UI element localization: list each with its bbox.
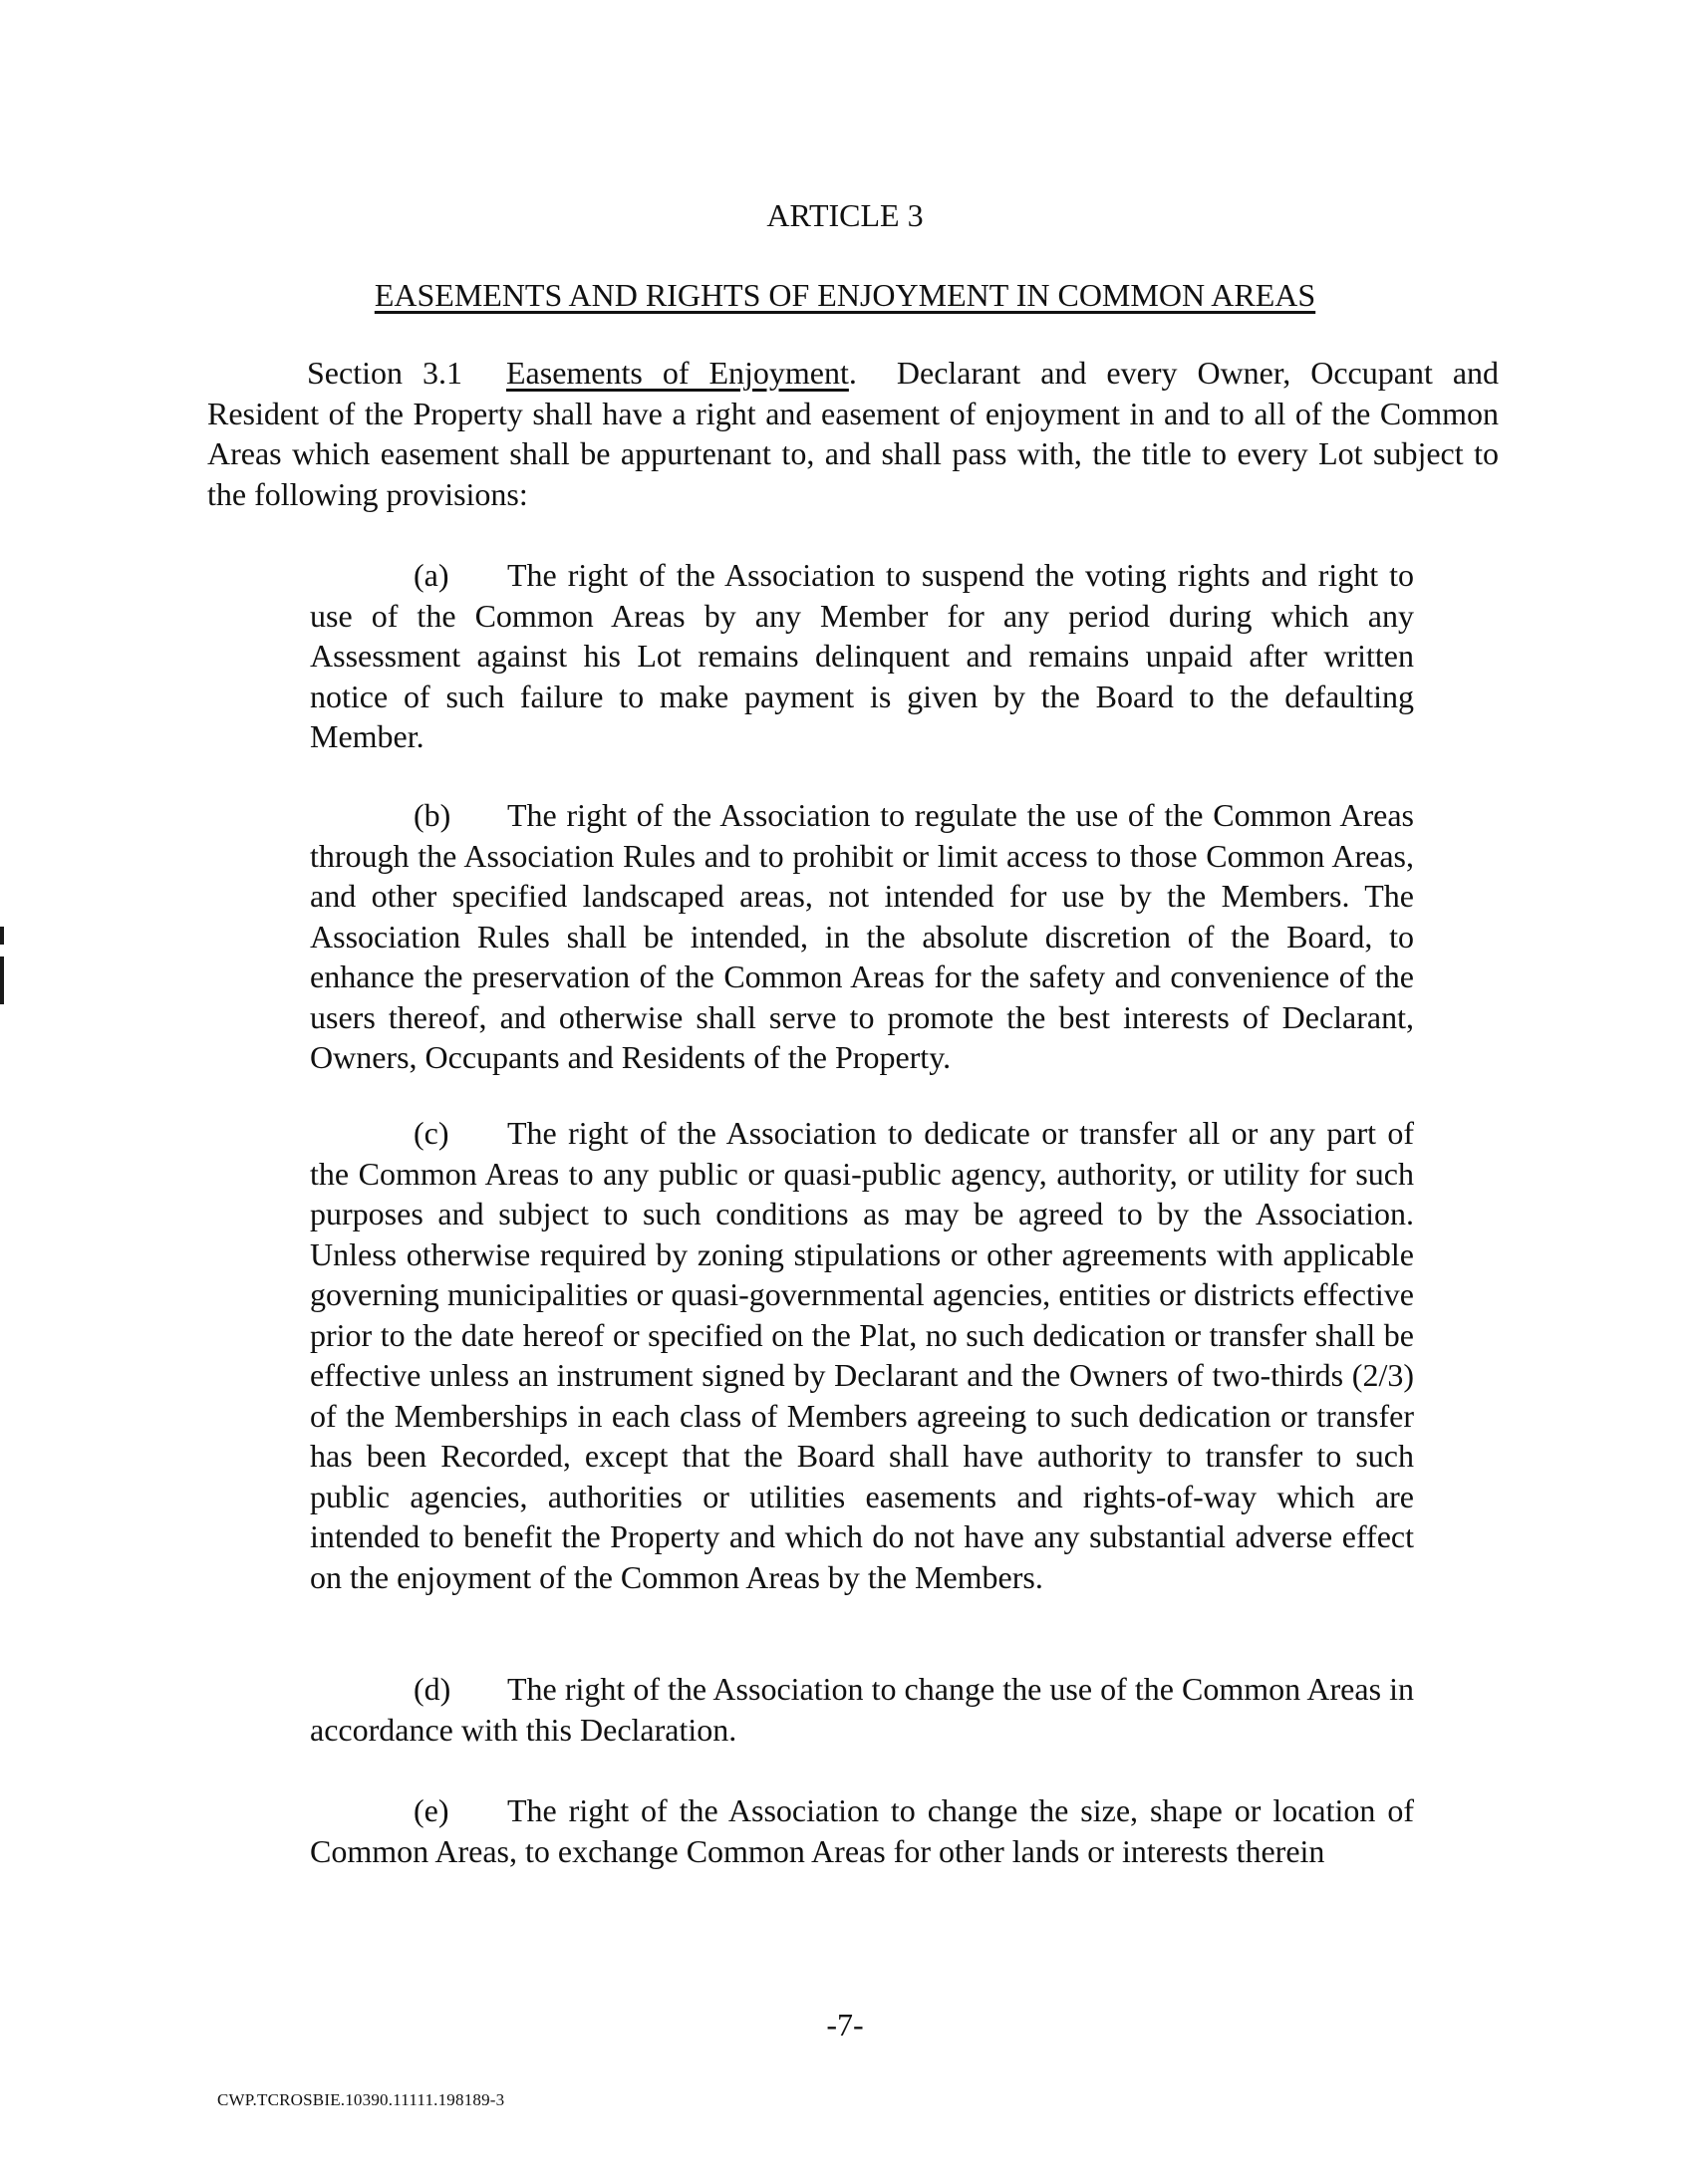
page-number: -7- xyxy=(826,2007,864,2043)
provision-label: (e) xyxy=(414,1792,449,1828)
provision-text: The right of the Association to regulate the use of the Common Areas through the Association Rules and to prohibit or limit access to those Common Areas, and other specified landscaped areas, not intended for use by the Members. The Association Rules shall be intended, in the absolute discretion of the Board, to enhance the preservation of the Common Areas for the safety and convenience of the users thereof, and otherwise shall serve to promote the best interests of Declarant, Owners, Occupants and Residents of the Property. xyxy=(310,797,1414,1075)
provision-item xyxy=(310,1790,1414,1871)
document-code: CWP.TCROSBIE.10390.11111.198189-3 xyxy=(217,2090,505,2109)
section-caption: Easements of Enjoyment xyxy=(505,355,849,391)
section-paragraph: Section 3.1 Easements of Enjoyment. Declarant and every Owner, Occupant and Resident of the Property shall have a right and easement of enjoyment in and to all of the Common Areas which easement shall be appurtenant to, and shall pass with, the title to every Lot subject to the following provisions: xyxy=(207,355,1500,512)
scan-edge-mark xyxy=(0,927,4,945)
provision-text: The right of the Association to suspend the voting rights and right to use of the Common Areas by any Member for any period during which any Assessment against his Lot remains delinquent and remains unpaid after written notice of such failure to make payment is given by the Board to the defaulting Member. xyxy=(310,557,1414,754)
provision-item xyxy=(310,555,1414,757)
article-number: ARTICLE 3 xyxy=(766,197,924,233)
provision-item xyxy=(310,795,1414,1078)
section-label: Section 3.1 xyxy=(307,355,462,391)
article-title: EASEMENTS AND RIGHTS OF ENJOYMENT IN COMMON AREAS xyxy=(374,277,1316,313)
provision-label: (b) xyxy=(414,797,451,833)
provision-label: (a) xyxy=(414,557,449,593)
section-text: Declarant and every Owner, Occupant and Resident of the Property shall have a right and easement of enjoyment in and to all of the Common Areas which easement shall be appurtenant to, and shall pass with, the title to every Lot subject to the following provisions: xyxy=(207,355,1500,512)
provision-text: The right of the Association to change the use of the Common Areas in accordance with this Declaration. xyxy=(310,1671,1414,1748)
provision-label: (d) xyxy=(414,1671,451,1707)
provision-item xyxy=(310,1113,1414,1597)
provision-item xyxy=(310,1669,1414,1750)
provision-text: The right of the Association to dedicate or transfer all or any part of the Common Areas to any public or quasi-public agency, authority, or utility for such purposes and subject to such conditions as may be agreed to by the Association. Unless otherwise required by zoning stipulations or other agreements with applicable governing municipalities or quasi-governmental agencies, entities or districts effective prior to the date hereof or specified on the Plat, no such dedication or transfer shall be effective unless an instrument signed by Declarant and the Owners of two-thirds (2/3) of the Memberships in each class of Members agreeing to such dedication or transfer has been Recorded, except that the Board shall have authority to transfer to such public agencies, authorities or utilities easements and rights-of-way which are intended to benefit the Property and which do not have any substantial adverse effect on the enjoyment of the Common Areas by the Members. xyxy=(310,1115,1414,1595)
provision-text: The right of the Association to change the size, shape or location of Common Areas, to exchange Common Areas for other lands or interests therein xyxy=(310,1792,1414,1869)
provision-label: (c) xyxy=(414,1115,449,1151)
scan-edge-mark xyxy=(0,956,4,1004)
